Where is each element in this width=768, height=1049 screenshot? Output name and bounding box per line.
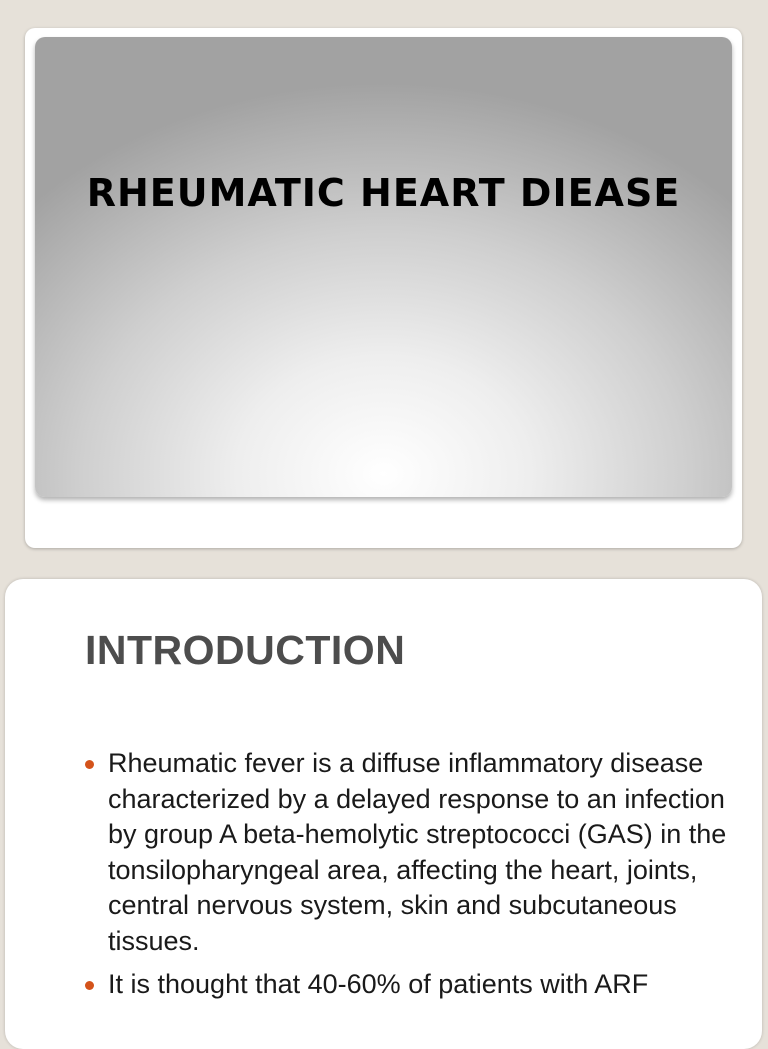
title-panel (35, 37, 732, 497)
bullet-icon (85, 981, 94, 990)
bullet-item (83, 967, 733, 1003)
bullet-text: It is thought that 40-60% of patients with ARF (108, 969, 649, 999)
bullet-icon (85, 760, 94, 769)
slide-heading: INTRODUCTION (85, 627, 406, 673)
bullet-list (83, 746, 733, 1011)
title-slide (25, 28, 742, 548)
slide-title: RHEUMATIC HEART DIEASE (86, 171, 681, 215)
introduction-slide (5, 579, 762, 1049)
bullet-text: Rheumatic fever is a diffuse inflammatory disease characterized by a delayed response to an infection by group A beta-hemolytic streptococci (GAS) in the tonsilopharyngeal area, affecting the heart, joints, central nervous system, skin and subcutaneous tissues. (108, 748, 727, 956)
bullet-item (83, 746, 733, 959)
